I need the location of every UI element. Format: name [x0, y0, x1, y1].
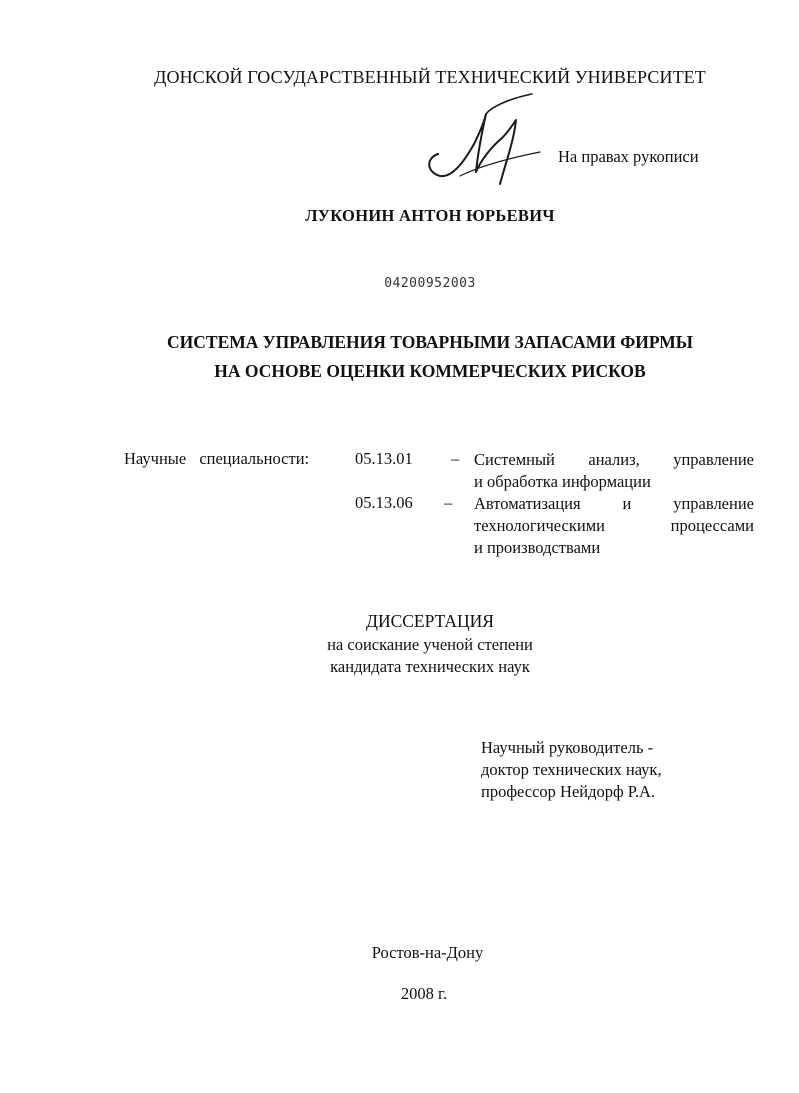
- handwritten-signature: [420, 92, 560, 202]
- specialty-1-line-2: и обработка информации: [474, 472, 651, 491]
- registration-number: 04200952003: [384, 276, 476, 291]
- manuscript-note: На правах рукописи: [558, 147, 699, 166]
- university-name: ДОНСКОЙ ГОСУДАРСТВЕННЫЙ ТЕХНИЧЕСКИЙ УНИВЕРСИТЕТ: [154, 67, 706, 87]
- degree-line-2: кандидата технических наук: [330, 657, 530, 676]
- specialty-code-2: 05.13.06: [355, 493, 413, 512]
- specialty-1-line-1: Системный анализ, управление: [474, 450, 754, 469]
- specialty-dash-1: –: [451, 449, 460, 468]
- supervisor-line-2: доктор технических наук,: [481, 760, 662, 779]
- specialty-dash-2: –: [444, 493, 453, 512]
- specialty-2-line-3: и производствами: [474, 538, 601, 557]
- dissertation-heading: ДИССЕРТАЦИЯ: [366, 611, 494, 631]
- degree-line-1: на соискание ученой степени: [327, 635, 533, 654]
- specialty-description-2: [474, 493, 754, 559]
- title-line-1: СИСТЕМА УПРАВЛЕНИЯ ТОВАРНЫМИ ЗАПАСАМИ ФИРМЫ: [167, 332, 693, 352]
- supervisor-block: [481, 737, 662, 803]
- title-line-2: НА ОСНОВЕ ОЦЕНКИ КОММЕРЧЕСКИХ РИСКОВ: [214, 361, 646, 381]
- supervisor-line-1: Научный руководитель -: [481, 738, 654, 757]
- specialty-code-1: 05.13.01: [355, 449, 413, 468]
- specialty-description-1: [474, 449, 754, 493]
- city: Ростов-на-Дону: [371, 943, 484, 962]
- specialty-2-line-2: технологическими процессами: [474, 516, 754, 535]
- specialty-2-line-1: Автоматизация и управление: [474, 494, 754, 513]
- year: 2008 г.: [400, 984, 448, 1003]
- specialties-label: Научные специальности:: [124, 449, 310, 468]
- author-name: ЛУКОНИН АНТОН ЮРЬЕВИЧ: [305, 206, 555, 225]
- dissertation-title: [0, 328, 799, 386]
- supervisor-line-3: профессор Нейдорф Р.А.: [481, 782, 656, 801]
